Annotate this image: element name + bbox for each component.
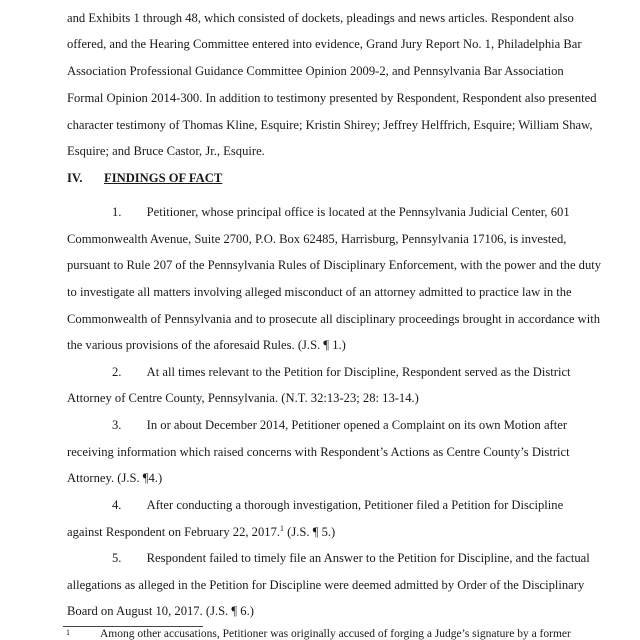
finding-first-line: [112, 550, 590, 566]
finding-line: [67, 311, 600, 327]
line-text: offered, and the Hearing Committee entered into evidence, Grand Jury Report No. 1, Philadelphia Bar: [67, 37, 582, 51]
line-text: Attorney. (J.S. ¶4.): [67, 471, 163, 485]
line-text: receiving information which raised concerns with Respondent’s Actions as Centre County’s District: [67, 445, 570, 459]
finding-first-line: [112, 204, 570, 220]
section-title: FINDINGS OF FACT: [104, 171, 223, 185]
finding-line: [67, 231, 567, 247]
line-text: Association Professional Guidance Committee Opinion 2009-2, and Pennsylvania Bar Association: [67, 64, 564, 78]
line-text: Attorney of Centre County, Pennsylvania. (N.T. 32:13-23; 28: 13-14.): [67, 391, 419, 405]
line-text: and Exhibits 1 through 48, which consisted of dockets, pleadings and news articles. Respondent also: [67, 11, 574, 25]
finding-line: [67, 577, 585, 593]
line-text: against Respondent on February 22, 2017.: [67, 525, 281, 539]
paragraph-line: [67, 117, 593, 133]
paragraph-line: [67, 63, 564, 79]
finding-line: [67, 337, 346, 353]
line-text: 4. After conducting a thorough investigation, Petitioner filed a Petition for Discipline: [112, 498, 564, 512]
line-text: allegations as alleged in the Petition for Discipline were deemed admitted by Order of the Disciplinary: [67, 578, 585, 592]
footnote-number: 1: [66, 628, 70, 637]
line-text: 2. At all times relevant to the Petition for Discipline, Respondent served as the District: [112, 365, 571, 379]
line-text: pursuant to Rule 207 of the Pennsylvania Rules of Disciplinary Enforcement, with the power and the duty: [67, 258, 602, 272]
line-text: 5. Respondent failed to timely file an Answer to the Petition for Discipline, and the factual: [112, 551, 590, 565]
line-text: 3. In or about December 2014, Petitioner opened a Complaint on its own Motion after: [112, 418, 568, 432]
line-text: Commonwealth of Pennsylvania and to prosecute all disciplinary proceedings brought in accordance with: [67, 312, 600, 326]
paragraph-line: [67, 36, 582, 52]
section-number: IV.: [67, 171, 83, 185]
footnote-text: Among other accusations, Petitioner was originally accused of forging a Judge’s signature by a former: [100, 628, 571, 640]
finding-line: [67, 257, 602, 273]
line-text: character testimony of Thomas Kline, Esquire; Kristin Shirey; Jeffrey Helffrich, Esquire; William Shaw,: [67, 118, 593, 132]
paragraph-line: [67, 10, 574, 26]
line-text: to investigate all matters involving alleged misconduct of an attorney admitted to practice law in the: [67, 285, 572, 299]
line-text: Formal Opinion 2014-300. In addition to testimony presented by Respondent, Respondent also presented: [67, 91, 597, 105]
paragraph-line: [67, 90, 597, 106]
finding-line: [67, 524, 335, 540]
finding-line: [67, 444, 570, 460]
line-text: 1. Petitioner, whose principal office is located at the Pennsylvania Judicial Center, 601: [112, 205, 570, 219]
finding-line: [67, 470, 162, 486]
line-text: the various provisions of the aforesaid Rules. (J.S. ¶ 1.): [67, 338, 346, 352]
finding-line: [67, 390, 419, 406]
finding-first-line: [112, 497, 564, 513]
citation-text: (J.S. ¶ 5.): [284, 525, 336, 539]
paragraph-line: [67, 143, 265, 159]
line-text: Esquire; and Bruce Castor, Jr., Esquire.: [67, 144, 265, 158]
line-text: Board on August 10, 2017. (J.S. ¶ 6.): [67, 604, 254, 618]
line-text: Commonwealth Avenue, Suite 2700, P.O. Box 62485, Harrisburg, Pennsylvania 17106, is invested,: [67, 232, 567, 246]
finding-line: [67, 603, 254, 619]
finding-first-line: [112, 417, 568, 433]
footnote-reference: 1: [280, 523, 285, 533]
finding-first-line: [112, 364, 571, 380]
finding-line: [67, 284, 572, 300]
